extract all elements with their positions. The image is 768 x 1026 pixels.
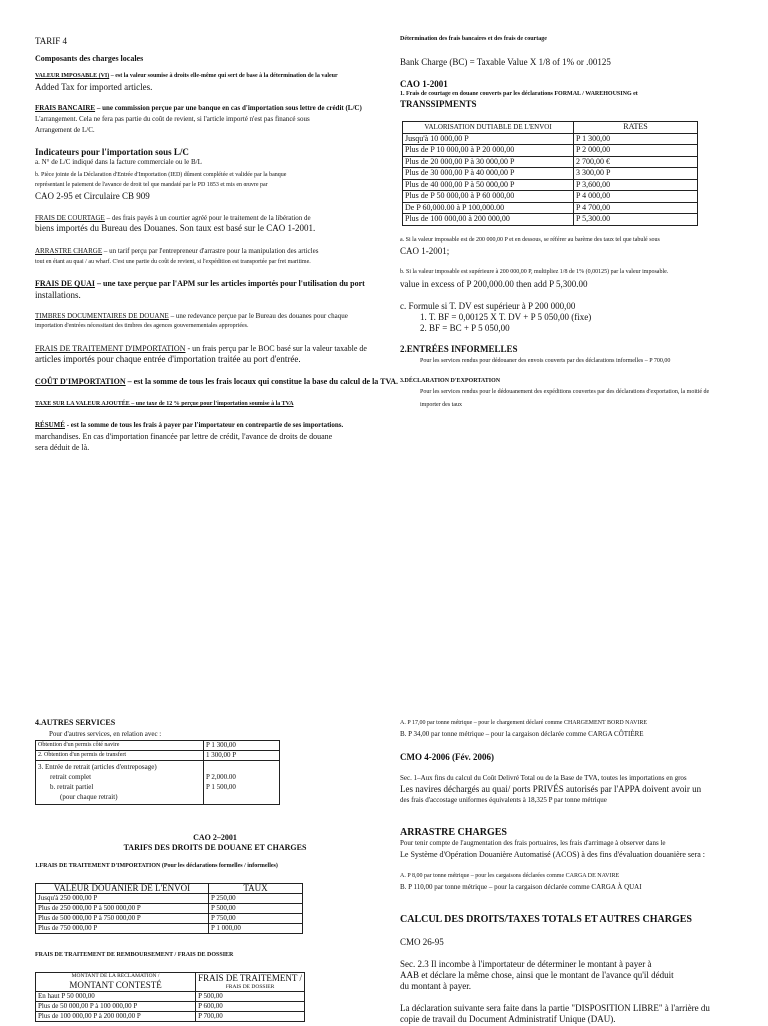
frais-bancaire-line2: L'arrangement. Cela ne fera pas partie du coût de revient, si l'article importé n'est pas financé sous — [35, 115, 310, 123]
table-cell: P 700,00 — [196, 1012, 305, 1022]
table-row — [36, 924, 303, 934]
sec1-line2: Les navires déchargés au quai/ ports PRIVÉS autorisés par l'APPA doivent avoir un — [400, 784, 702, 794]
table-cell: Plus de 100 000,00 P à 200 000,00 P — [36, 1012, 196, 1022]
declaration-line1: La déclaration suivante sera faite dans la partie "DISPOSITION LIBRE" à l'arrière du — [400, 1003, 710, 1013]
tarifs-heading: TARIFS DES DROITS DE DOUANE ET CHARGES — [123, 843, 307, 852]
table-cell: 2. Obtention d'un permis de transfert — [36, 751, 204, 761]
timbres-line2: importation d'entrées nécessitant des timbres des agences gouvernementales appropriées. — [35, 323, 249, 329]
courtage-line2: biens importés du Bureau des Douanes. Son taux est basé sur le CAO 1-2001. — [35, 223, 316, 233]
indicateurs-heading: Indicateurs pour l'importation sous L/C — [35, 147, 189, 157]
table-cell: P 250,00 — [209, 894, 303, 904]
table-row — [403, 191, 698, 203]
bank-charge-formula: Bank Charge (BC) = Taxable Value X 1/8 of 1% or .00125 — [400, 57, 611, 67]
valeur-imposable-def: VALEUR IMPOSABLE (VI) – est la valeur soumise à droits elle-même qui sert de base à la détermination de la valeur — [35, 73, 338, 79]
arrastre-def: ARRASTRE CHARGE – un tarif perçu par l'entrepreneur d'arrastre pour la manipulation des articles — [35, 247, 319, 255]
table-row — [36, 751, 280, 761]
determination-heading: Détermination des frais bancaires et des frais de courtage — [400, 36, 547, 42]
retrait-chaque: (pour chaque retrait) — [60, 793, 118, 801]
table-cell: Plus de P 10 000,00 à P 20 000,00 — [403, 145, 574, 157]
retrait-b: b. retrait partiel — [50, 783, 94, 791]
table-cell: Plus de 750 000,00 P — [36, 924, 209, 934]
resume-line2: marchandises. En cas d'importation financée par lettre de crédit, l'avance de droits de douane — [35, 432, 333, 441]
frais-bancaire-line3: Arrangement de L/C. — [35, 126, 95, 134]
cao-2-2001-heading: CAO 2–2001 — [193, 833, 237, 842]
table-cell: P 750,00 — [209, 914, 303, 924]
table-row — [36, 761, 280, 805]
frais-bancaire-def: FRAIS BANCAIRE – une commission perçue par une banque en cas d'importation sous lettre de crédit (L/C) — [35, 104, 362, 112]
traitement-def: FRAIS DE TRAITEMENT D'IMPORTATION - un frais perçu par le BOC basé sur la valeur taxable de — [35, 344, 367, 353]
table-cell: P 1 000,00 — [209, 924, 303, 934]
table-cell: 1 300,00 P — [204, 751, 280, 761]
table-row — [36, 1012, 305, 1022]
table-cell: P 5,300.00 — [574, 214, 698, 226]
table-cell: 2 700,00 € — [574, 156, 698, 168]
resume-term: RÉSUMÉ — [35, 421, 65, 429]
table-cell: Plus de 500 000,00 P à 750 000,00 P — [36, 914, 209, 924]
table-cell: Plus de 30 000,00 P à 40 000,00 P — [403, 168, 574, 180]
entrees-informelles-heading: 2.ENTRÉES INFORMELLES — [400, 344, 518, 354]
remboursement-heading: FRAIS DE TRAITEMENT DE REMBOURSEMENT / FRAIS DE DOSSIER — [35, 952, 234, 958]
remboursement-table — [35, 972, 305, 1022]
table-cell: P 3,600,00 — [574, 179, 698, 191]
table-cell: Jusqu'à 10 000,00 P — [403, 133, 574, 145]
note-b-line2: value in excess of P 200,000.00 then add P 5,300.00 — [400, 279, 588, 289]
table-row — [403, 179, 698, 191]
table-cell: Obtention d'un permis côté navire — [36, 741, 204, 751]
column-header — [196, 973, 305, 992]
arrastre-charges-line2: Le Système d'Opération Douanière Automatisé (ACOS) à des fins d'évaluation douanière sera : — [400, 850, 706, 859]
retrait-a: retrait complet — [50, 773, 92, 781]
sec1-line1: Sec. 1–Aux fins du calcul du Coût Delivré Total ou de la Base de TVA, toutes les importations en gros — [400, 774, 687, 782]
sec1-line3: des frais d'accostage uniformes équivalents à 18,325 P par tonne métrique — [400, 796, 607, 804]
courtage-def: FRAIS DE COURTAGE – des frais payés à un courtier agréé pour le traitement de la libération de — [35, 214, 311, 222]
frais-traitement-heading: 1.FRAIS DE TRAITEMENT D'IMPORTATION (Pour les déclarations formelles / informelles) — [35, 863, 278, 869]
table-cell: Plus de 20 000,00 P à 30 000,00 P — [403, 156, 574, 168]
table-cell: P 4 700,00 — [574, 202, 698, 214]
indicateur-b-line1: b. Pièce jointe de la Déclaration d'Entrée d'Importation (IED) dûment complétée et validée par la banque — [35, 172, 287, 178]
timbres-def: TIMBRES DOCUMENTAIRES DE DOUANE – une redevance perçue par le Bureau des douanes pour chaque — [35, 312, 348, 320]
table-row — [403, 156, 698, 168]
cmo-4-2006-heading: CMO 4-2006 (Fév. 2006) — [400, 752, 494, 762]
declaration-line2: copie de travail du Document Administratif Unique (DAU). — [400, 1014, 616, 1024]
table-cell: P 500,00 — [209, 904, 303, 914]
table-row — [36, 992, 305, 1002]
sec23-line3: du montant à payer. — [400, 981, 471, 991]
header-big-right: FRAIS DE TRAITEMENT / — [198, 973, 302, 983]
table-cell: P 1 300,00 — [204, 741, 280, 751]
table-cell: Plus de 40 000,00 P à 50 000,00 P — [403, 179, 574, 191]
cout-def: COÛT D'IMPORTATION – est la somme de tous les frais locaux qui constitue la base du calcul de la TVA. — [35, 377, 399, 386]
autres-services-table — [35, 740, 280, 805]
table-cell: Plus de 250 000,00 P à 500 000,00 P — [36, 904, 209, 914]
arrastre-b: B. P 110,00 par tonne métrique – pour la cargaison déclarée comme CARGA À QUAI — [400, 883, 642, 891]
frais-traitement-table — [35, 883, 303, 934]
sec23-line2: AAB et déclare la même chose, ainsi que le montant de l'avance qu'il déduit — [400, 970, 674, 980]
table-row — [403, 145, 698, 157]
resume-def: RÉSUMÉ - est la somme de tous les frais à payer par l'importateur en contrepartie de ses importations. — [35, 421, 344, 429]
table-row — [403, 202, 698, 214]
exportation-line1: Pour les services rendus pour le dédouanement des expéditions couvertes par des déclarations d'exportation, la moitié de — [420, 389, 710, 395]
retrait-b-value: P 1 500,00 — [206, 783, 236, 791]
arrastre-term: ARRASTRE CHARGE — [35, 247, 103, 255]
composants-heading: Composants des charges locales — [35, 54, 144, 63]
table-row — [403, 168, 698, 180]
courtage-term: FRAIS DE COURTAGE — [35, 214, 105, 222]
table-cell: P 4 000,00 — [574, 191, 698, 203]
arrastre-a: A. P 8,00 par tonne métrique – pour les cargaisons déclarées comme CARGA DE NAVIRE — [400, 873, 620, 879]
arrastre-charges-line1: Pour tenir compte de l'augmentation des frais portuaires, les frais d'arrimage à observer dans le — [400, 839, 666, 847]
table-cell — [36, 761, 204, 805]
table-cell: Plus de 50 000,00 P à 100 000,00 P — [36, 1002, 196, 1012]
table-cell — [204, 761, 280, 805]
formule-1: 1. T. BF = 0,00125 X T. DV + P 5 050,00 (fixe) — [420, 312, 592, 322]
table-row — [36, 1002, 305, 1012]
table-cell: De P 60,000.00 à P 100,000.00 — [403, 202, 574, 214]
chargement-a: A. P 17,00 par tonne métrique – pour le chargement déclaré comme CHARGEMENT BORD NAVIRE — [400, 720, 648, 726]
cout-term: COÛT D'IMPORTATION — [35, 377, 126, 386]
table-row — [36, 904, 303, 914]
table-row — [403, 133, 698, 145]
entrees-informelles-text: Pour les services rendus pour dédouaner des envois couverts par des déclarations informelles – P 700,00 — [420, 358, 671, 364]
frais-courtage-heading: 1. Frais de courtage en douane couverts par les déclarations FORMAL / WAREHOUSING et — [400, 91, 638, 97]
quai-def: FRAIS DE QUAI – une taxe perçue par l'APM sur les articles importés pour l'utilisation du port — [35, 279, 365, 288]
header-small-left: MONTANT DE LA RÉCLAMATION / — [71, 973, 160, 979]
quai-term: FRAIS DE QUAI — [35, 279, 96, 288]
table-header-row — [403, 122, 698, 134]
table-row — [36, 894, 303, 904]
added-tax-line: Added Tax for imported articles. — [35, 82, 153, 92]
autres-services-sub: Pour d'autres services, en relation avec : — [49, 730, 162, 738]
table-cell: P 1 300,00 — [574, 133, 698, 145]
note-a-line2: CAO 1-2001; — [400, 246, 450, 256]
table-cell: P 2 000,00 — [574, 145, 698, 157]
table-cell: 3 300,00 P — [574, 168, 698, 180]
table-row — [36, 914, 303, 924]
tarif-label: TARIF 4 — [35, 36, 68, 46]
transshipments-label: TRANSSIPMENTS — [400, 99, 477, 109]
table-row — [36, 741, 280, 751]
indicateur-b-line2: représentant le paiement de l'avance de droit tel que mandaté par le PD 1853 et mis en œuvre par — [35, 182, 268, 188]
column-header — [36, 973, 196, 992]
frais-bancaire-term: FRAIS BANCAIRE — [35, 104, 96, 112]
table-cell: P 600,00 — [196, 1002, 305, 1012]
table-header-row — [36, 884, 303, 894]
column-header: TAUX — [209, 884, 303, 894]
arrastre-line2: tout en étant au quai / au wharf. C'est une partie du coût de revient, si l'expédition est transportée par fret maritime. — [35, 259, 311, 265]
timbres-term: TIMBRES DOCUMENTAIRES DE DOUANE — [35, 312, 169, 320]
indicateur-a: a. N° de L/C indiqué dans la facture commerciale ou le B/L — [35, 158, 202, 166]
table-row — [403, 214, 698, 226]
table-cell: En haut P 50 000,00 — [36, 992, 196, 1002]
column-header: VALORISATION DUTIABLE DE L'ENVOI — [403, 122, 574, 134]
formule-heading: c. Formule si T. DV est supérieur à P 200 000,00 — [400, 301, 576, 311]
declaration-exportation-heading: 3.DÉCLARATION D'EXPORTATION — [400, 378, 501, 384]
resume-line3: sera déduit de là. — [35, 443, 90, 452]
cao-2-95-line: CAO 2-95 et Circulaire CB 909 — [35, 191, 150, 201]
sec23-line1: Sec. 2.3 Il incombe à l'importateur de déterminer le montant à payer à — [400, 959, 652, 969]
table-header-row — [36, 973, 305, 992]
valeur-imposable-term: VALEUR IMPOSABLE (VI) — [35, 73, 110, 79]
retrait-line1: 3. Entrée de retrait (articles d'entreposage) — [38, 763, 157, 771]
traitement-line2: articles importés pour chaque entrée d'importation traitée au port d'entrée. — [35, 354, 301, 364]
header-big-left: MONTANT CONTESTÉ — [69, 980, 162, 990]
formule-2: 2. BF = BC + P 5 050,00 — [420, 323, 510, 333]
tva-line: TAXE SUR LA VALEUR AJOUTÉE – une taxe de 12 % perçue pour l'importation soumise à la TVA — [35, 401, 294, 407]
note-b-line1: b. Si la valeur imposable est supérieure à 200 000,00 P, multipliez 1/8 de 1% (0,00125) par la valeur imposable. — [400, 269, 669, 275]
traitement-term: FRAIS DE TRAITEMENT D'IMPORTATION — [35, 344, 186, 353]
column-header: VALEUR DOUANIER DE L'ENVOI — [36, 884, 209, 894]
courtage-rates-table — [402, 121, 698, 226]
cao-1-2001-heading: CAO 1-2001 — [400, 79, 448, 89]
header-small-right: FRAIS DE DOSSIER — [225, 984, 275, 990]
table-cell: P 500,00 — [196, 992, 305, 1002]
table-cell: Jusqu'à 250 000,00 P — [36, 894, 209, 904]
chargement-b: B. P 34,00 par tonne métrique – pour la cargaison déclarée comme CARGA CÔTIÈRE — [400, 730, 644, 738]
quai-line2: installations. — [35, 290, 81, 300]
column-header: RATES — [574, 122, 698, 134]
autres-services-heading: 4.AUTRES SERVICES — [35, 718, 116, 727]
table-cell: Plus de P 50 000,00 à P 60 000,00 — [403, 191, 574, 203]
note-a-line1: a. Si la valeur imposable est de 200 000,00 P et en dessous, se référer au barème des taux tel que tabulé sous — [400, 237, 660, 243]
cmo-26-95-heading: CMO 26-95 — [400, 937, 444, 947]
calcul-heading: CALCUL DES DROITS/TAXES TOTALS ET AUTRES CHARGES — [400, 914, 692, 925]
exportation-line2: importer des taux — [420, 402, 462, 408]
arrastre-charges-heading: ARRASTRE CHARGES — [400, 827, 507, 838]
retrait-a-value: P 2,000.00 — [206, 773, 236, 781]
table-cell: Plus de 100 000,00 à 200 000,00 — [403, 214, 574, 226]
